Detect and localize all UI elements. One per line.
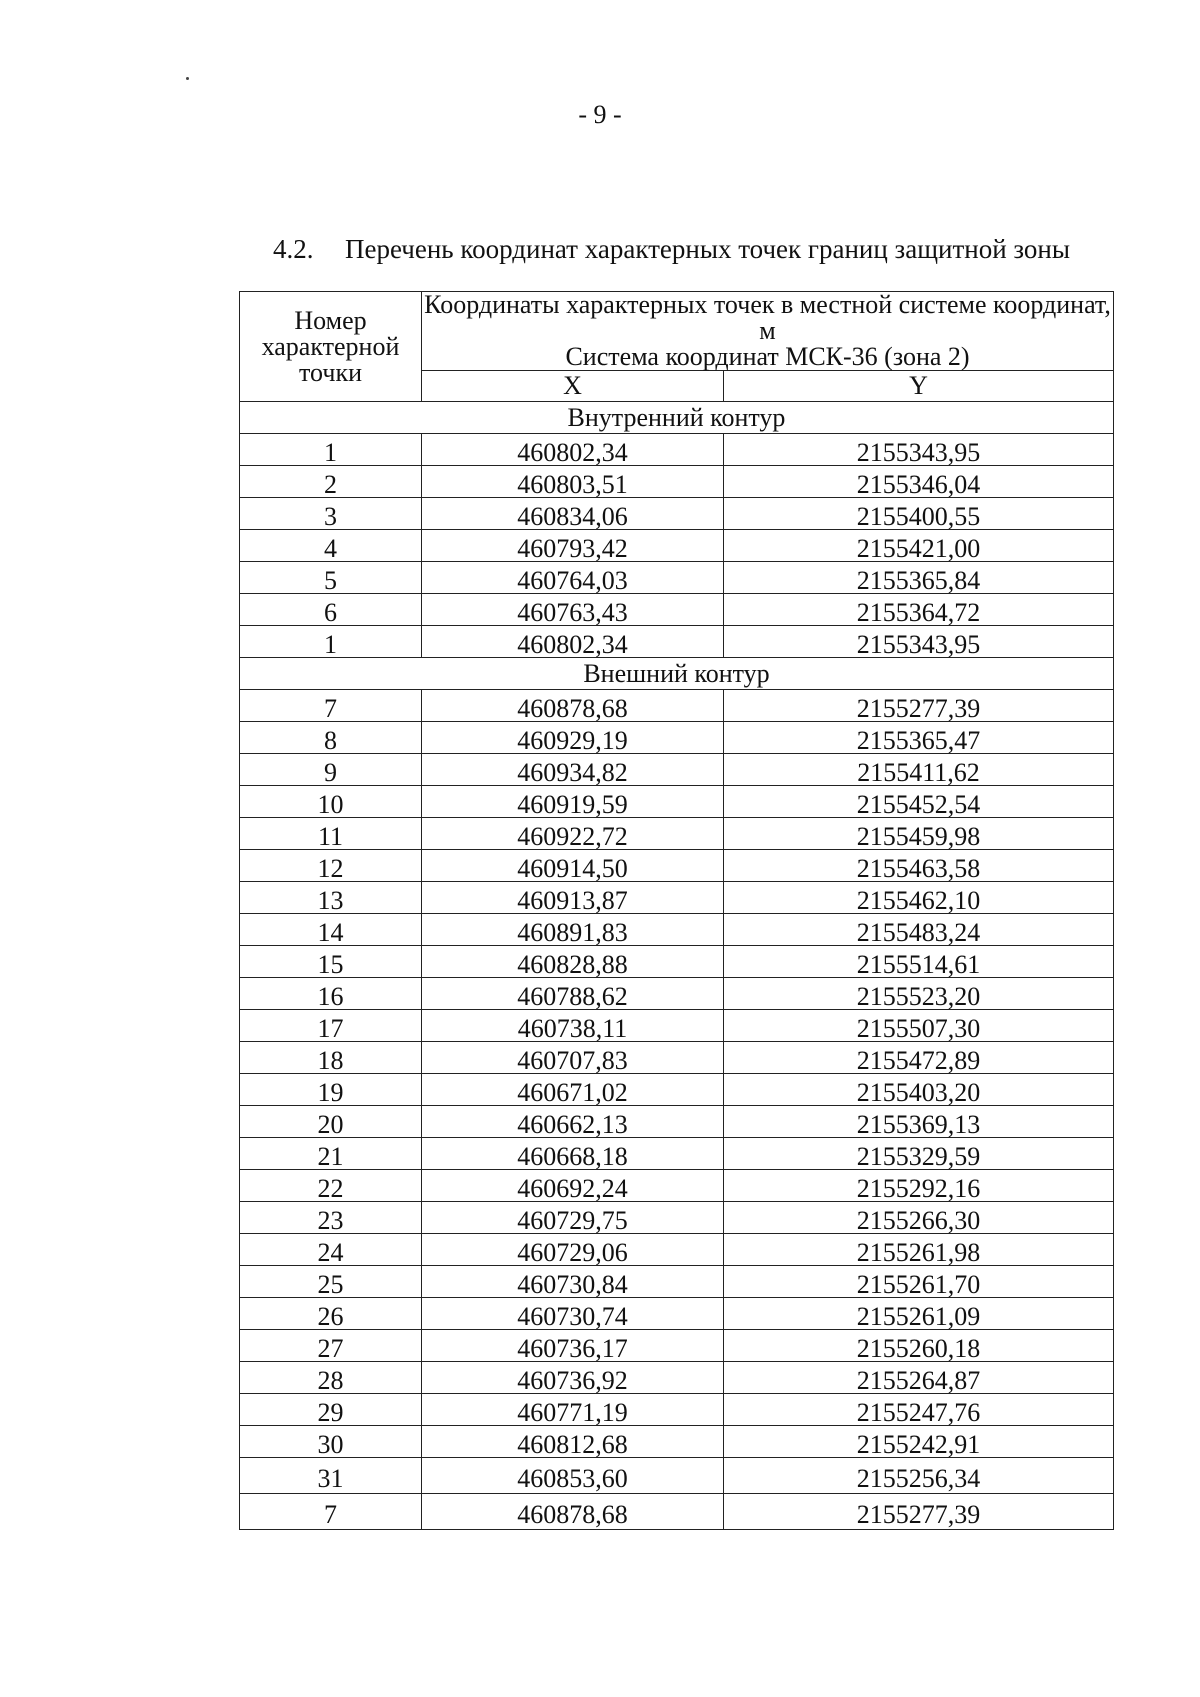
cell-y-value: 2155483,24	[856, 917, 981, 947]
cell-point-number	[240, 1298, 422, 1330]
cell-x	[422, 498, 724, 530]
cell-y	[724, 562, 1114, 594]
table-row	[240, 434, 1114, 466]
cell-y	[724, 786, 1114, 818]
cell-y	[724, 1074, 1114, 1106]
cell-y-value: 2155459,98	[856, 821, 981, 851]
cell-x	[422, 1202, 724, 1234]
cell-y	[724, 882, 1114, 914]
section-row	[240, 402, 1114, 434]
table-row	[240, 626, 1114, 658]
cell-point-number	[240, 1010, 422, 1042]
cell-y-value: 2155463,58	[856, 853, 981, 883]
cell-point-number-value: 12	[317, 853, 344, 883]
cell-y-value: 2155266,30	[856, 1205, 981, 1235]
cell-point-number-value: 30	[317, 1429, 344, 1459]
cell-x-value: 460922,72	[517, 821, 628, 851]
cell-x	[422, 1074, 724, 1106]
cell-point-number	[240, 722, 422, 754]
cell-x-value: 460763,43	[517, 597, 628, 627]
cell-point-number	[240, 754, 422, 786]
cell-point-number	[240, 1202, 422, 1234]
cell-x	[422, 882, 724, 914]
cell-point-number-value: 20	[317, 1109, 344, 1139]
cell-point-number	[240, 978, 422, 1010]
cell-x	[422, 1106, 724, 1138]
table-row	[240, 850, 1114, 882]
cell-point-number-value: 8	[324, 725, 337, 755]
cell-y	[724, 1234, 1114, 1266]
cell-point-number	[240, 1330, 422, 1362]
cell-x	[422, 594, 724, 626]
cell-x-value: 460828,88	[517, 949, 628, 979]
cell-x	[422, 1362, 724, 1394]
cell-x	[422, 1170, 724, 1202]
section-title: Внешний контур	[240, 658, 1114, 690]
cell-y	[724, 850, 1114, 882]
cell-point-number	[240, 1234, 422, 1266]
cell-point-number-value: 31	[317, 1463, 344, 1493]
cell-x	[422, 946, 724, 978]
cell-point-number	[240, 946, 422, 978]
cell-y-value: 2155472,89	[856, 1045, 981, 1075]
section-row	[240, 658, 1114, 690]
cell-x	[422, 722, 724, 754]
cell-y	[724, 530, 1114, 562]
cell-x-value: 460834,06	[517, 501, 628, 531]
cell-x	[422, 1394, 724, 1426]
cell-x-value: 460729,75	[517, 1205, 628, 1235]
cell-x-value: 460736,92	[517, 1365, 628, 1395]
cell-point-number	[240, 1138, 422, 1170]
cell-point-number	[240, 1426, 422, 1458]
cell-point-number-value: 25	[317, 1269, 344, 1299]
cell-y-value: 2155261,98	[856, 1237, 981, 1267]
cell-point-number	[240, 882, 422, 914]
cell-y	[724, 1458, 1114, 1494]
cell-point-number-value: 27	[317, 1333, 344, 1363]
cell-point-number	[240, 914, 422, 946]
cell-y-value: 2155514,61	[856, 949, 981, 979]
cell-x-value: 460662,13	[517, 1109, 628, 1139]
cell-y	[724, 1494, 1114, 1530]
cell-point-number-value: 1	[324, 629, 337, 659]
cell-x-value: 460764,03	[517, 565, 628, 595]
cell-x-value: 460738,11	[517, 1013, 628, 1043]
cell-y-value: 2155329,59	[856, 1141, 981, 1171]
cell-x-value: 460692,24	[517, 1173, 628, 1203]
section-heading-number: 4.2.	[273, 234, 314, 264]
cell-point-number	[240, 1074, 422, 1106]
table-row	[240, 818, 1114, 850]
cell-point-number	[240, 850, 422, 882]
cell-y-value: 2155242,91	[856, 1429, 981, 1459]
cell-point-number-value: 7	[324, 1499, 337, 1529]
cell-point-number	[240, 1106, 422, 1138]
cell-point-number	[240, 498, 422, 530]
cell-x-value: 460802,34	[517, 437, 628, 467]
table-row	[240, 1458, 1114, 1494]
cell-y	[724, 1010, 1114, 1042]
cell-point-number	[240, 434, 422, 466]
cell-x	[422, 530, 724, 562]
cell-x	[422, 690, 724, 722]
cell-y-value: 2155343,95	[856, 437, 981, 467]
cell-x-value: 460707,83	[517, 1045, 628, 1075]
cell-point-number	[240, 1042, 422, 1074]
cell-x-value: 460730,84	[517, 1269, 628, 1299]
cell-x-value: 460730,74	[517, 1301, 628, 1331]
cell-x	[422, 978, 724, 1010]
cell-y	[724, 1202, 1114, 1234]
table-row	[240, 722, 1114, 754]
cell-point-number-value: 16	[317, 981, 344, 1011]
cell-y	[724, 434, 1114, 466]
table-row	[240, 946, 1114, 978]
cell-y-value: 2155247,76	[856, 1397, 981, 1427]
cell-x-value: 460771,19	[517, 1397, 628, 1427]
cell-point-number-value: 14	[317, 917, 344, 947]
cell-y-value: 2155264,87	[856, 1365, 981, 1395]
header-y: Y	[724, 371, 1114, 402]
cell-y	[724, 1106, 1114, 1138]
table-row	[240, 1106, 1114, 1138]
cell-point-number-value: 24	[317, 1237, 344, 1267]
cell-point-number-value: 5	[324, 565, 337, 595]
cell-point-number-value: 1	[324, 437, 337, 467]
cell-x	[422, 1010, 724, 1042]
cell-x-value: 460729,06	[517, 1237, 628, 1267]
cell-point-number	[240, 1394, 422, 1426]
cell-x	[422, 1494, 724, 1530]
cell-y	[724, 1330, 1114, 1362]
cell-y	[724, 722, 1114, 754]
table-row	[240, 1170, 1114, 1202]
cell-x	[422, 1330, 724, 1362]
cell-y	[724, 1298, 1114, 1330]
cell-y	[724, 946, 1114, 978]
cell-y-value: 2155346,04	[856, 469, 981, 499]
cell-point-number	[240, 1170, 422, 1202]
table-row	[240, 1234, 1114, 1266]
header-coordinates-line1: Координаты характерных точек в местной системе координат, м	[424, 290, 1111, 345]
cell-y	[724, 914, 1114, 946]
cell-x-value: 460793,42	[517, 533, 628, 563]
scan-speck	[186, 77, 189, 80]
table-row	[240, 1010, 1114, 1042]
table-row	[240, 754, 1114, 786]
cell-y	[724, 1170, 1114, 1202]
table-row	[240, 594, 1114, 626]
cell-y-value: 2155369,13	[856, 1109, 981, 1139]
cell-x	[422, 914, 724, 946]
cell-point-number-value: 29	[317, 1397, 344, 1427]
cell-x-value: 460891,83	[517, 917, 628, 947]
cell-x-value: 460878,68	[517, 693, 628, 723]
table-row	[240, 1298, 1114, 1330]
cell-point-number	[240, 1494, 422, 1530]
table-row	[240, 786, 1114, 818]
cell-x	[422, 1458, 724, 1494]
cell-x-value: 460802,34	[517, 629, 628, 659]
cell-point-number-value: 7	[324, 693, 337, 723]
cell-y	[724, 1138, 1114, 1170]
table-row	[240, 882, 1114, 914]
cell-y-value: 2155365,84	[856, 565, 981, 595]
cell-y-value: 2155277,39	[856, 693, 981, 723]
cell-point-number-value: 26	[317, 1301, 344, 1331]
cell-point-number-value: 4	[324, 533, 337, 563]
cell-point-number-value: 2	[324, 469, 337, 499]
cell-x-value: 460803,51	[517, 469, 628, 499]
cell-x-value: 460853,60	[517, 1463, 628, 1493]
cell-y	[724, 754, 1114, 786]
cell-x	[422, 1138, 724, 1170]
cell-y-value: 2155421,00	[856, 533, 981, 563]
cell-x	[422, 754, 724, 786]
cell-y-value: 2155365,47	[856, 725, 981, 755]
cell-x	[422, 626, 724, 658]
cell-x	[422, 1426, 724, 1458]
cell-point-number-value: 9	[324, 757, 337, 787]
cell-point-number	[240, 818, 422, 850]
cell-x-value: 460914,50	[517, 853, 628, 883]
cell-x-value: 460878,68	[517, 1499, 628, 1529]
cell-x-value: 460934,82	[517, 757, 628, 787]
cell-point-number	[240, 562, 422, 594]
cell-point-number-value: 3	[324, 501, 337, 531]
cell-point-number-value: 6	[324, 597, 337, 627]
table-row	[240, 1074, 1114, 1106]
section-heading	[273, 234, 1070, 265]
cell-x	[422, 1298, 724, 1330]
cell-y-value: 2155411,62	[857, 757, 980, 787]
cell-point-number	[240, 530, 422, 562]
cell-point-number-value: 28	[317, 1365, 344, 1395]
cell-y-value: 2155292,16	[856, 1173, 981, 1203]
cell-y-value: 2155507,30	[856, 1013, 981, 1043]
cell-y-value: 2155364,72	[856, 597, 981, 627]
cell-x	[422, 1234, 724, 1266]
table-row	[240, 1202, 1114, 1234]
table-row	[240, 1426, 1114, 1458]
section-heading-text: Перечень координат характерных точек границ защитной зоны	[345, 234, 1070, 264]
cell-point-number-value: 10	[317, 789, 344, 819]
cell-x-value: 460919,59	[517, 789, 628, 819]
cell-point-number	[240, 1266, 422, 1298]
cell-y-value: 2155256,34	[856, 1463, 981, 1493]
header-coordinate-system: Система координат МСК-36 (зона 2)	[565, 342, 970, 371]
cell-y-value: 2155403,20	[856, 1077, 981, 1107]
table-row	[240, 1494, 1114, 1530]
cell-point-number-value: 18	[317, 1045, 344, 1075]
cell-x-value: 460671,02	[517, 1077, 628, 1107]
cell-y	[724, 594, 1114, 626]
cell-x	[422, 850, 724, 882]
cell-point-number-value: 15	[317, 949, 344, 979]
cell-y	[724, 818, 1114, 850]
table-row	[240, 1266, 1114, 1298]
cell-point-number-value: 21	[317, 1141, 344, 1171]
cell-x	[422, 786, 724, 818]
cell-point-number-value: 19	[317, 1077, 344, 1107]
cell-point-number	[240, 1362, 422, 1394]
header-coordinates	[422, 292, 1114, 371]
cell-x-value: 460812,68	[517, 1429, 628, 1459]
cell-y	[724, 1266, 1114, 1298]
coordinates-table	[239, 291, 1114, 1530]
cell-y-value: 2155452,54	[856, 789, 981, 819]
cell-y	[724, 498, 1114, 530]
section-title: Внутренний контур	[240, 402, 1114, 434]
cell-y	[724, 1042, 1114, 1074]
cell-x	[422, 818, 724, 850]
table-row	[240, 1394, 1114, 1426]
cell-x-value: 460913,87	[517, 885, 628, 915]
cell-y	[724, 1394, 1114, 1426]
table-row	[240, 1330, 1114, 1362]
page-number: - 9 -	[578, 100, 622, 129]
table-row	[240, 1042, 1114, 1074]
cell-point-number-value: 11	[317, 821, 344, 851]
header-point-number: Номер характерной точки	[240, 292, 422, 402]
cell-y-value: 2155523,20	[856, 981, 981, 1011]
cell-point-number-value: 23	[317, 1205, 344, 1235]
cell-y	[724, 978, 1114, 1010]
table-row	[240, 1138, 1114, 1170]
cell-y-value: 2155343,95	[856, 629, 981, 659]
cell-point-number-value: 13	[317, 885, 344, 915]
cell-x-value: 460668,18	[517, 1141, 628, 1171]
cell-x	[422, 434, 724, 466]
table-row	[240, 498, 1114, 530]
cell-y-value: 2155261,09	[856, 1301, 981, 1331]
cell-point-number	[240, 690, 422, 722]
cell-point-number	[240, 594, 422, 626]
cell-point-number	[240, 1458, 422, 1494]
table-row	[240, 562, 1114, 594]
cell-x-value: 460788,62	[517, 981, 628, 1011]
cell-x	[422, 1266, 724, 1298]
cell-point-number	[240, 786, 422, 818]
table-row	[240, 914, 1114, 946]
cell-point-number	[240, 626, 422, 658]
cell-y	[724, 690, 1114, 722]
table-row	[240, 530, 1114, 562]
cell-point-number-value: 17	[317, 1013, 344, 1043]
cell-x-value: 460736,17	[517, 1333, 628, 1363]
cell-x	[422, 562, 724, 594]
cell-x-value: 460929,19	[517, 725, 628, 755]
cell-y	[724, 1426, 1114, 1458]
cell-y-value: 2155400,55	[856, 501, 981, 531]
cell-point-number-value: 22	[317, 1173, 344, 1203]
cell-y-value: 2155261,70	[856, 1269, 981, 1299]
header-x: X	[422, 371, 724, 402]
cell-y	[724, 1362, 1114, 1394]
table-row	[240, 978, 1114, 1010]
cell-y	[724, 626, 1114, 658]
cell-y-value: 2155260,18	[856, 1333, 981, 1363]
cell-y	[724, 466, 1114, 498]
table-body	[240, 402, 1114, 1530]
table-row	[240, 466, 1114, 498]
cell-x	[422, 466, 724, 498]
table-row	[240, 690, 1114, 722]
cell-y-value: 2155462,10	[856, 885, 981, 915]
cell-y-value: 2155277,39	[856, 1499, 981, 1529]
cell-point-number	[240, 466, 422, 498]
table-row	[240, 1362, 1114, 1394]
cell-x	[422, 1042, 724, 1074]
